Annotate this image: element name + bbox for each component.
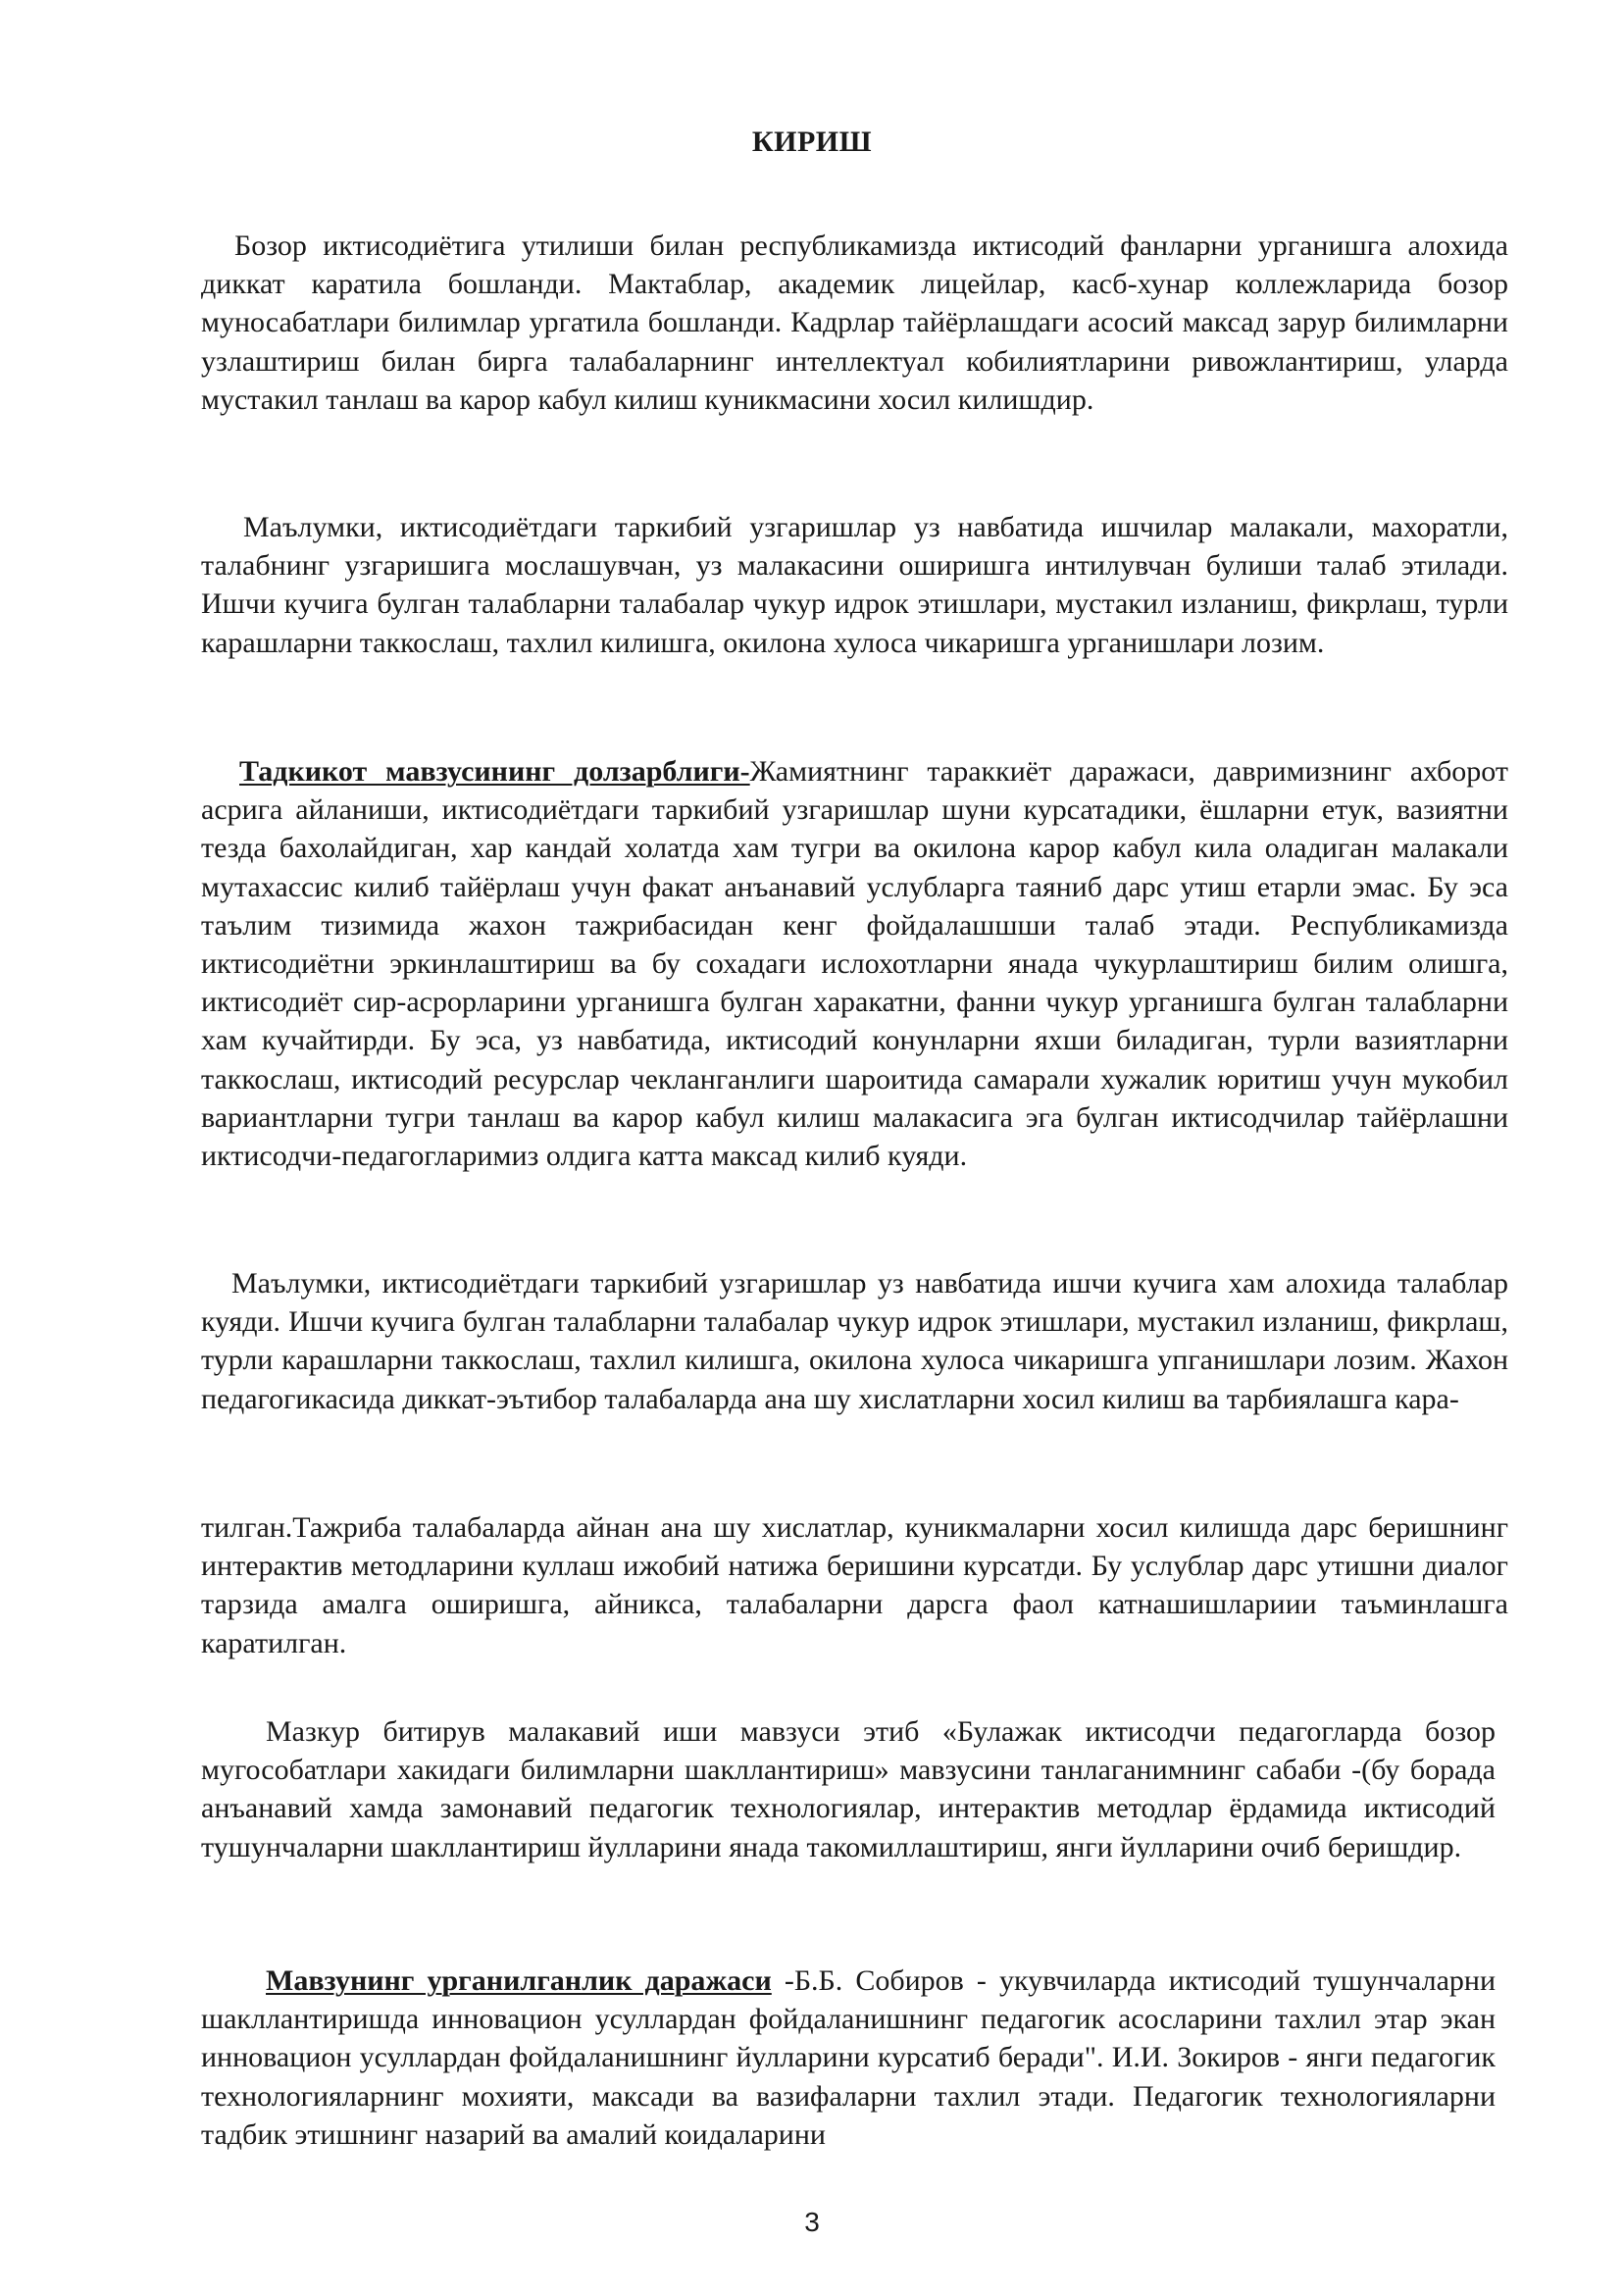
paragraph-text: тилган.Тажриба талабаларда айнан ана шу хислатлар, куникмаларни хосил килишда дарс беришнинг интерактив методларини куллаш ижобий натижа беришини курсатди. Бу услублар дарс утишни диалог тарзида амалга оширишга, айникса, талабаларни дарсга фаол катнашишлариии таъминлашга каратилган. <box>201 1511 1508 1659</box>
paragraph-2 <box>201 508 1508 662</box>
page-number: 3 <box>804 2207 820 2237</box>
paragraph-text: -Б.Б. Собиров - укувчиларда иктисодий тушунчаларни шакллантиришда инновацион усуллардан фойдаланишнинг педагогик асосларини тахлил этар экан инновацион усуллардан фойдаланишнинг йулларини курсатиб беради". И.И. Зокиров - янги педагогик технологияларнинг мохияти, максади ва вазифаларни тахлил этади. Педагогик технологияларни тадбик этишнинг назарий ва амалий коидаларини <box>201 1964 1497 2151</box>
page-heading: КИРИШ <box>751 126 873 158</box>
section-lead-study-degree: Мавзунинг урганилганлик даражаси <box>266 1964 772 1997</box>
paragraph-relevance <box>201 752 1508 1175</box>
paragraph-study-degree <box>201 1962 1496 2154</box>
paragraph-text: Маълумки, иктисодиётдаги таркибий узгаришлар уз навбатида ишчи кучига хам алохида талаблар куяди. Ишчи кучига булган талабларни талабалар чукур идрок этишлари, мустакил изланиш, фикрлаш, турли карашларни таккослаш, тахлил килишга, окилона хулоса чикаришга упганишлари лозим. Жахон педагогикасида диккат-эътибор талабаларда ана шу хислатларни хосил килиш ва тарбиялашга кара- <box>201 1267 1508 1415</box>
paragraph-4 <box>201 1264 1508 1418</box>
paragraph-text: Жамиятнинг тараккиёт даражаси, давримизнинг ахборот асрига айланиши, иктисодиётдаги таркибий узгаришлар шуни курсатадики, ёшларни етук, вазиятни тезда бахолайдиган, хар кандай холатда хам тугри ва окилона карор кабул кила оладиган малакали мутахассис килиб тайёрлаш учун факат анъанавий услубларга таяниб дарс утиш етарли эмас. Бу эса таълим тизимида жахон тажрибасидан кенг фойдалашшши талаб этади. Республикамизда иктисодиётни эркинлаштириш ва бу сохадаги ислохотларни янада чукурлаштириш билим олишга, иктисодиёт сир-асрорларини урганишга булган харакатни, фанни чукур урганишга булган талабларни хам кучайтирди. Бу эса, уз навбатида, иктисодий конунларни яхши биладиган, турли вазиятларни таккослаш, иктисодий ресурслар чекланганлиги шароитида самарали хужалик юритиш учун мукобил вариантларни тугри танлаш ва карор кабул килиш малакасига эга булган иктисодчилар тайёрлашни иктисодчи-педагогларимиз олдига катта максад килиб куяди. <box>201 755 1508 1173</box>
section-lead-relevance: Тадкикот мавзусининг долзарблиги- <box>239 755 750 788</box>
paragraph-5 <box>201 1508 1508 1662</box>
paragraph-1 <box>201 227 1508 419</box>
paragraph-text: Маълумки, иктисодиётдаги таркибий узгаришлар уз навбатида ишчилар малакали, махоратли, талабнинг узгаришига мослашувчан, уз малакасини оширишга интилувчан булиши талаб этилади. Ишчи кучига булган талабларни талабалар чукур идрок этишлари, мустакил изланиш, фикрлаш, турли карашларни таккослаш, тахлил килишга, окилона хулоса чикаришга урганишлари лозим. <box>201 511 1508 659</box>
paragraph-text: Бозор иктисодиётига утилиши билан республикамизда иктисодий фанларни урганишга алохида диккат каратила бошланди. Мактаблар, академик лицейлар, касб-хунар коллежларида бозор муносабатлари билимлар ургатила бошланди. Кадрлар тайёрлашдаги асосий максад зарур билимларни узлаштириш билан бирга талабаларнинг интеллектуал кобилиятларини ривожлантириш, уларда мустакил танлаш ва карор кабул килиш куникмасини хосил килишдир. <box>201 229 1508 416</box>
paragraph-text: Мазкур битирув малакавий иши мавзуси этиб «Булажак иктисодчи педагогларда бозор мугособатлари хакидаги билимларни шакллантириш» мавзусини танлаганимнинг сабаби -(бу борада анъанавий хамда замонавий педагогик технологиялар, интерактив методлар ёрдамида иктисодий тушунчаларни шакллантириш йулларини янада такомиллаштириш, янги йулларини очиб беришдир. <box>201 1715 1496 1863</box>
paragraph-6 <box>201 1712 1496 1866</box>
